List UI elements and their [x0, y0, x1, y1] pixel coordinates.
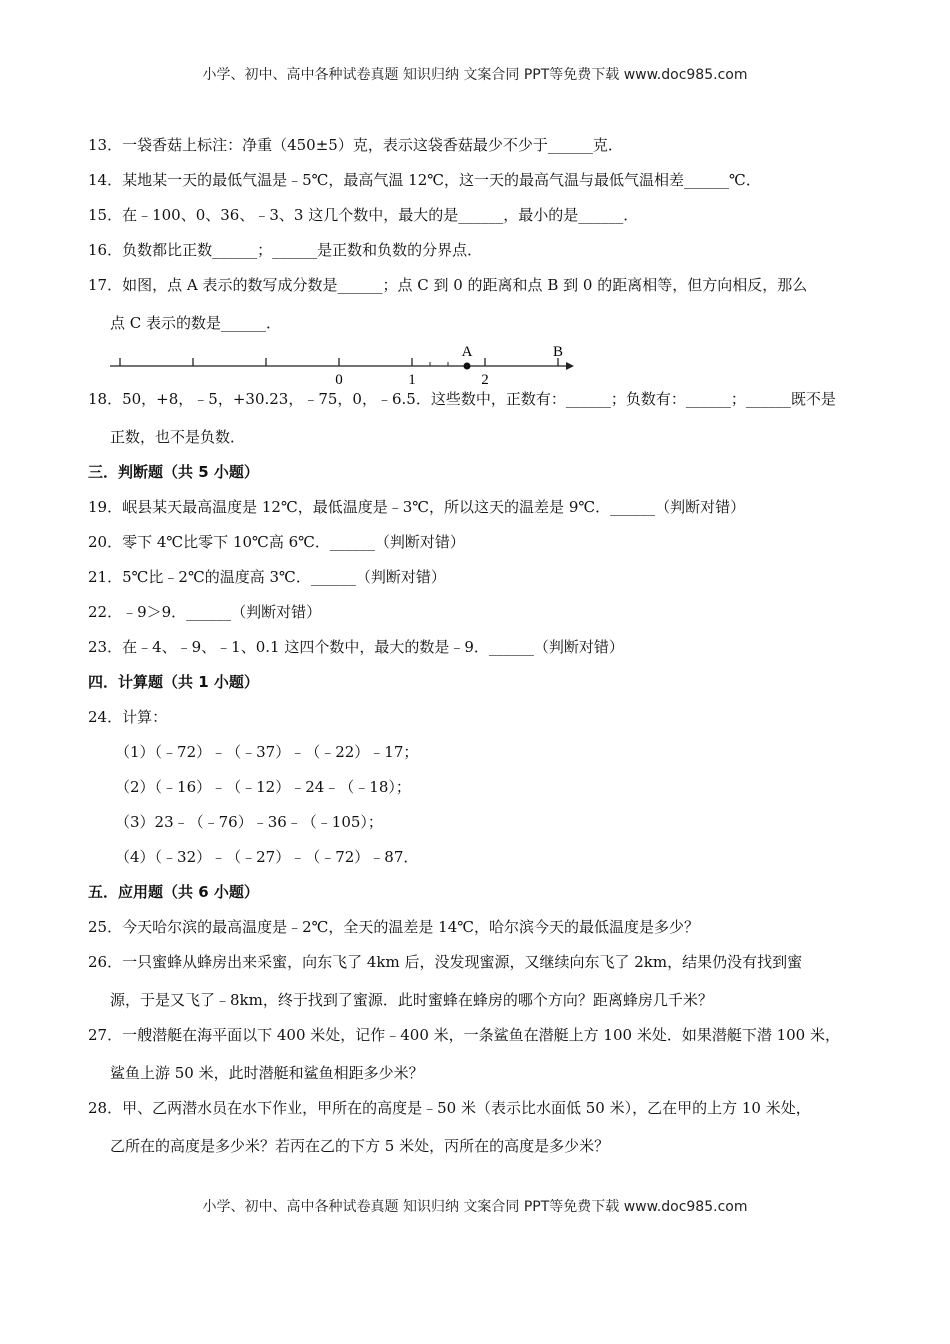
- tick-label-1: 1: [408, 372, 416, 388]
- question-19: 19．岷县某天最高温度是 12℃，最低温度是﹣3℃，所以这天的温差是 9℃．______（判断对错）: [88, 498, 746, 516]
- question-14: 14．某地某一天的最低气温是﹣5℃，最高气温 12℃，这一天的最高气温与最低气温相差______℃．: [88, 171, 761, 189]
- page-header: 小学、初中、高中各种试卷真题 知识归纳 文案合同 PPT等免费下载 www.doc985.com: [202, 67, 748, 83]
- question-13: 13．一袋香菇上标注：净重（450±5）克，表示这袋香菇最少不少于______克．: [88, 136, 623, 154]
- point-label-b: B: [552, 344, 564, 360]
- number-line-svg: [110, 340, 580, 390]
- question-28-line-1: 28．甲、乙两潜水员在水下作业，甲所在的高度是﹣50 米（表示比水面低 50 米），乙在甲的上方 10 米处，: [88, 1099, 811, 1117]
- question-22: 22．﹣9＞9．______（判断对错）: [88, 603, 322, 621]
- tick-label-2: 2: [481, 372, 489, 388]
- question-24-item-3: （3）23﹣（﹣76）﹣36﹣（﹣105）；: [115, 813, 383, 831]
- arrow-head-icon: [566, 362, 574, 370]
- question-27-line-1: 27．一艘潜艇在海平面以下 400 米处，记作﹣400 米，一条鲨鱼在潜艇上方 100 米处．如果潜艇下潜 100 米，: [88, 1026, 840, 1044]
- question-17-line-1: 17．如图，点 A 表示的数写成分数是______；点 C 到 0 的距离和点 B 到 0 的距离相等，但方向相反，那么: [88, 276, 808, 294]
- question-18-line-2: 正数，也不是负数．: [110, 428, 246, 446]
- question-26-line-1: 26．一只蜜蜂从蜂房出来采蜜，向东飞了 4km 后，没发现蜜源，又继续向东飞了 2km，结果仍没有找到蜜: [88, 953, 803, 971]
- worksheet-content: [88, 136, 878, 1172]
- question-27-line-2: 鲨鱼上游 50 米，此时潜艇和鲨鱼相距多少米？: [110, 1064, 424, 1082]
- question-16: 16．负数都比正数______；______是正数和负数的分界点．: [88, 241, 483, 259]
- question-24-item-4: （4）（﹣32）﹣（﹣27）﹣（﹣72）﹣87．: [115, 848, 419, 866]
- point-label-a: A: [461, 344, 473, 360]
- question-15: 15．在﹣100、0、36、﹣3、3 这几个数中，最大的是______，最小的是______．: [88, 206, 639, 224]
- question-24-item-2: （2）（﹣16）﹣（﹣12）﹣24﹣（﹣18）；: [115, 778, 411, 796]
- question-23: 23．在﹣4、﹣9、﹣1、0.1 这四个数中，最大的数是﹣9．______（判断对错）: [88, 638, 624, 656]
- question-25: 25．今天哈尔滨的最高温度是﹣2℃，全天的温差是 14℃，哈尔滨今天的最低温度是多少？: [88, 918, 700, 936]
- question-21: 21．5℃比﹣2℃的温度高 3℃．______（判断对错）: [88, 568, 446, 586]
- section-title-application: 五．应用题（共 6 小题）: [88, 883, 259, 901]
- question-24: 24．计算：: [88, 708, 168, 726]
- section-title-calculation: 四．计算题（共 1 小题）: [88, 673, 259, 691]
- tick-label-0: 0: [335, 372, 343, 388]
- question-24-item-1: （1）（﹣72）﹣（﹣37）﹣（﹣22）﹣17；: [115, 743, 419, 761]
- section-title-judgement: 三．判断题（共 5 小题）: [88, 463, 259, 481]
- question-28-line-2: 乙所在的高度是多少米？若丙在乙的下方 5 米处，丙所在的高度是多少米？: [110, 1137, 610, 1155]
- question-17-line-2: 点 C 表示的数是______．: [110, 314, 282, 332]
- question-20: 20．零下 4℃比零下 10℃高 6℃．______（判断对错）: [88, 533, 465, 551]
- page-footer: 小学、初中、高中各种试卷真题 知识归纳 文案合同 PPT等免费下载 www.doc985.com: [202, 1199, 748, 1215]
- question-18-line-1: 18．50，+8，﹣5，+30.23，﹣75，0，﹣6.5．这些数中，正数有：______；负数有：______；______既不是: [88, 390, 836, 408]
- question-26-line-2: 源，于是又飞了﹣8km，终于找到了蜜源．此时蜜蜂在蜂房的哪个方向？距离蜂房几千米？: [110, 991, 713, 1009]
- number-line-figure: [110, 340, 878, 390]
- point-a-dot: [464, 363, 471, 370]
